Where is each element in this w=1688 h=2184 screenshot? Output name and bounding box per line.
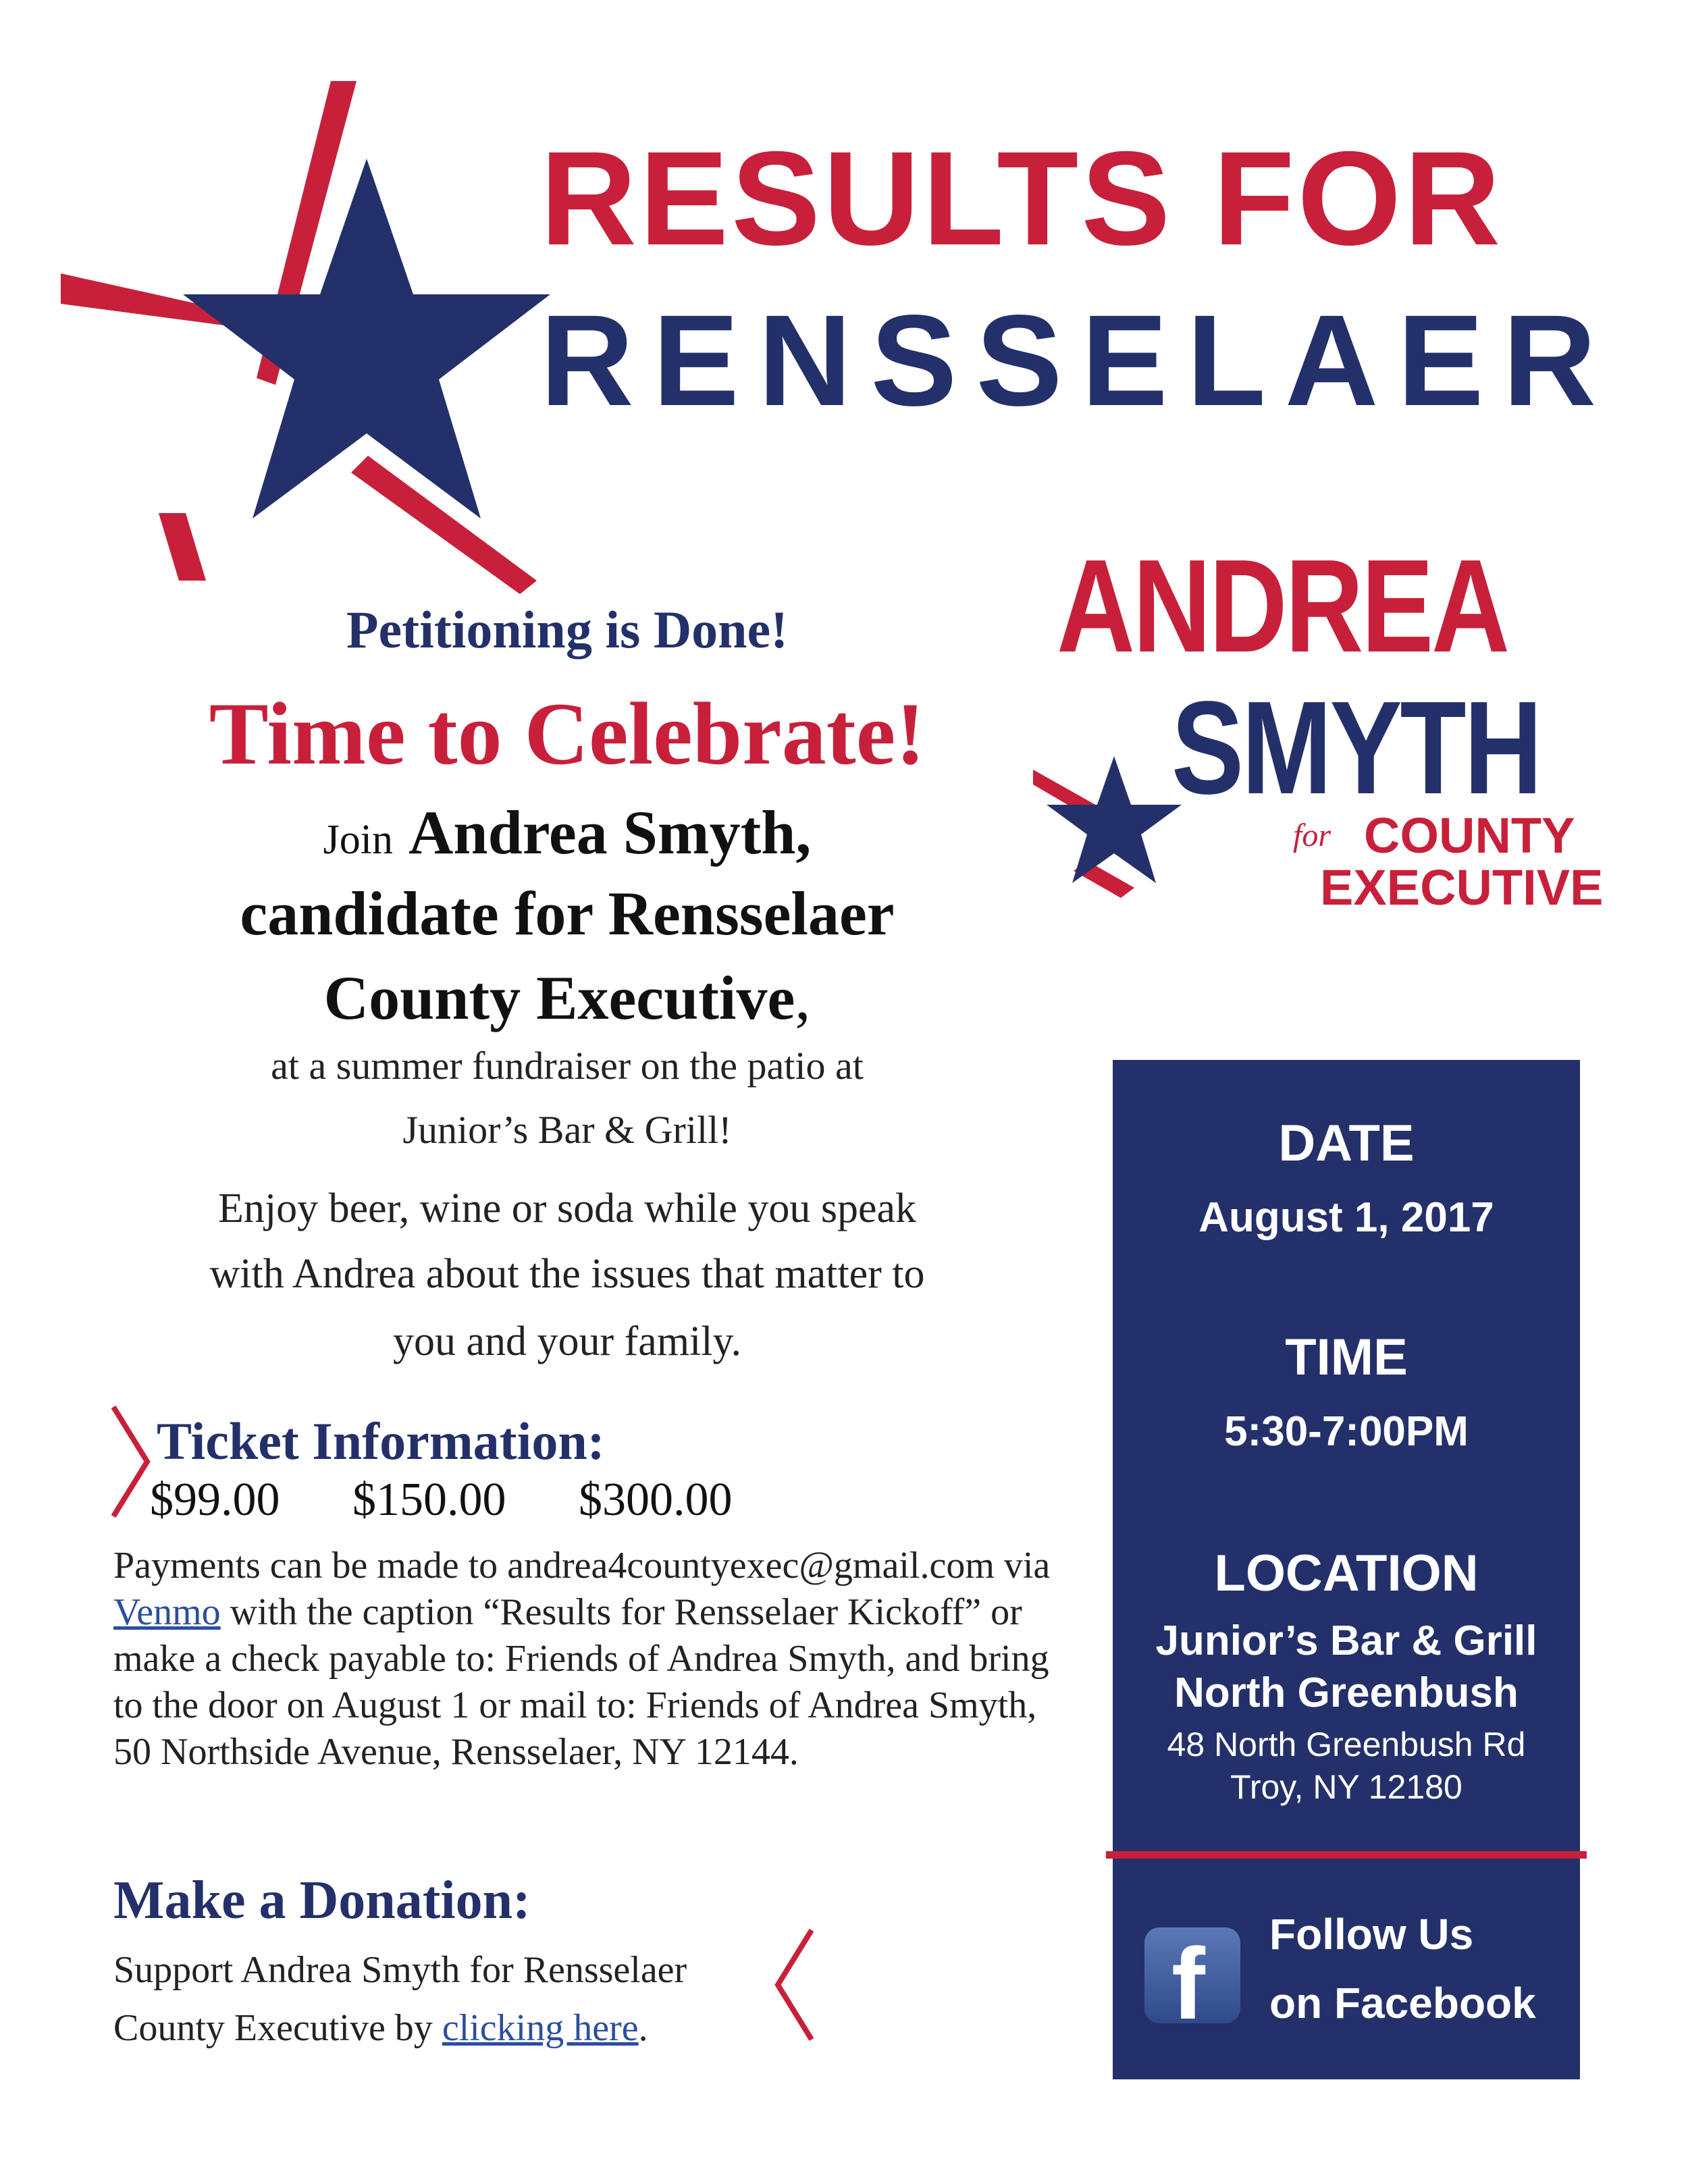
location-label: LOCATION bbox=[1214, 1545, 1479, 1602]
time-value: 5:30-7:00PM bbox=[1224, 1408, 1469, 1455]
payment-text-cont: with the caption “Results for Rensselaer Kickoff” or make a check payable to: Friends of Andrea Smyth, and bring to the door on August 1 or mail to: Friends of Andrea Smyth, 50 Northside Avenue, Rensselaer, NY 12144. bbox=[113, 1591, 1049, 1773]
exec-title: County Executive bbox=[323, 963, 795, 1032]
candidate-line: candidate for Rensselaer bbox=[240, 879, 895, 948]
panel-divider bbox=[1106, 1851, 1587, 1859]
logo-executive: EXECUTIVE bbox=[1320, 859, 1604, 915]
follow-us-text[interactable]: Follow Us bbox=[1269, 1910, 1474, 1959]
chevron-left-icon bbox=[770, 1927, 817, 2042]
header-title-results-for: RESULTS FOR bbox=[540, 124, 1504, 273]
facebook-icon[interactable] bbox=[1144, 1927, 1240, 2040]
ticket-price: $300.00 bbox=[579, 1474, 733, 1526]
logo-name-andrea: ANDREA bbox=[1057, 532, 1508, 680]
logo-star-icon bbox=[1033, 743, 1188, 898]
logo-county: COUNTY bbox=[1364, 807, 1575, 863]
date-label: DATE bbox=[1278, 1115, 1415, 1172]
star-icon bbox=[61, 81, 574, 608]
summer-line-1: at a summer fundraiser on the patio at bbox=[271, 1044, 864, 1088]
chevron-right-icon bbox=[108, 1404, 155, 1519]
date-value: August 1, 2017 bbox=[1198, 1194, 1494, 1241]
time-label: TIME bbox=[1285, 1329, 1408, 1386]
payment-instructions bbox=[113, 1543, 1072, 1776]
summer-line-2: Junior’s Bar & Grill! bbox=[402, 1108, 732, 1152]
candidate-name: Andrea Smyth, bbox=[408, 798, 812, 867]
star-stripe-bottom bbox=[159, 513, 206, 581]
logo-name-smyth: SMYTH bbox=[1171, 674, 1541, 822]
location-address-street: 48 North Greenbush Rd bbox=[1167, 1726, 1526, 1763]
exec-comma: , bbox=[795, 963, 811, 1032]
payment-text: Payments can be made to andrea4countyexec@gmail.com via bbox=[113, 1545, 1051, 1587]
donation-period: . bbox=[638, 2007, 648, 2049]
ticket-price: $99.00 bbox=[150, 1474, 280, 1526]
header-title-rensselaer: RENSSELAER bbox=[540, 288, 1616, 433]
join-word: Join bbox=[323, 817, 393, 863]
donation-link[interactable]: clicking here bbox=[442, 2007, 639, 2049]
on-facebook-text[interactable]: on Facebook bbox=[1269, 1979, 1536, 2027]
donation-heading: Make a Donation: bbox=[113, 1871, 531, 1930]
location-address-city: Troy, NY 12180 bbox=[1230, 1768, 1462, 1806]
join-line bbox=[95, 797, 1040, 868]
donation-text bbox=[113, 1941, 789, 2057]
ticket-prices bbox=[150, 1473, 793, 1527]
petitioning-heading: Petitioning is Done! bbox=[346, 600, 789, 659]
enjoy-line-1: Enjoy beer, wine or soda while you speak bbox=[217, 1186, 917, 1231]
ticket-price: $150.00 bbox=[352, 1474, 506, 1526]
county-executive-line bbox=[95, 962, 1040, 1034]
celebrate-heading: Time to Celebrate! bbox=[209, 684, 926, 783]
ticket-information-heading: Ticket Information: bbox=[157, 1412, 605, 1470]
donation-body: Support Andrea Smyth for Rensselaer County Executive by bbox=[113, 1949, 687, 2049]
location-area: North Greenbush bbox=[1174, 1670, 1519, 1716]
enjoy-line-3: you and your family. bbox=[393, 1319, 741, 1364]
facebook-icon-letter: f bbox=[1171, 1927, 1205, 2040]
enjoy-line-2: with Andrea about the issues that matter to bbox=[209, 1251, 925, 1297]
venmo-link[interactable]: Venmo bbox=[113, 1591, 221, 1633]
location-name: Junior’s Bar & Grill bbox=[1155, 1618, 1537, 1664]
logo-for: for bbox=[1293, 818, 1331, 853]
